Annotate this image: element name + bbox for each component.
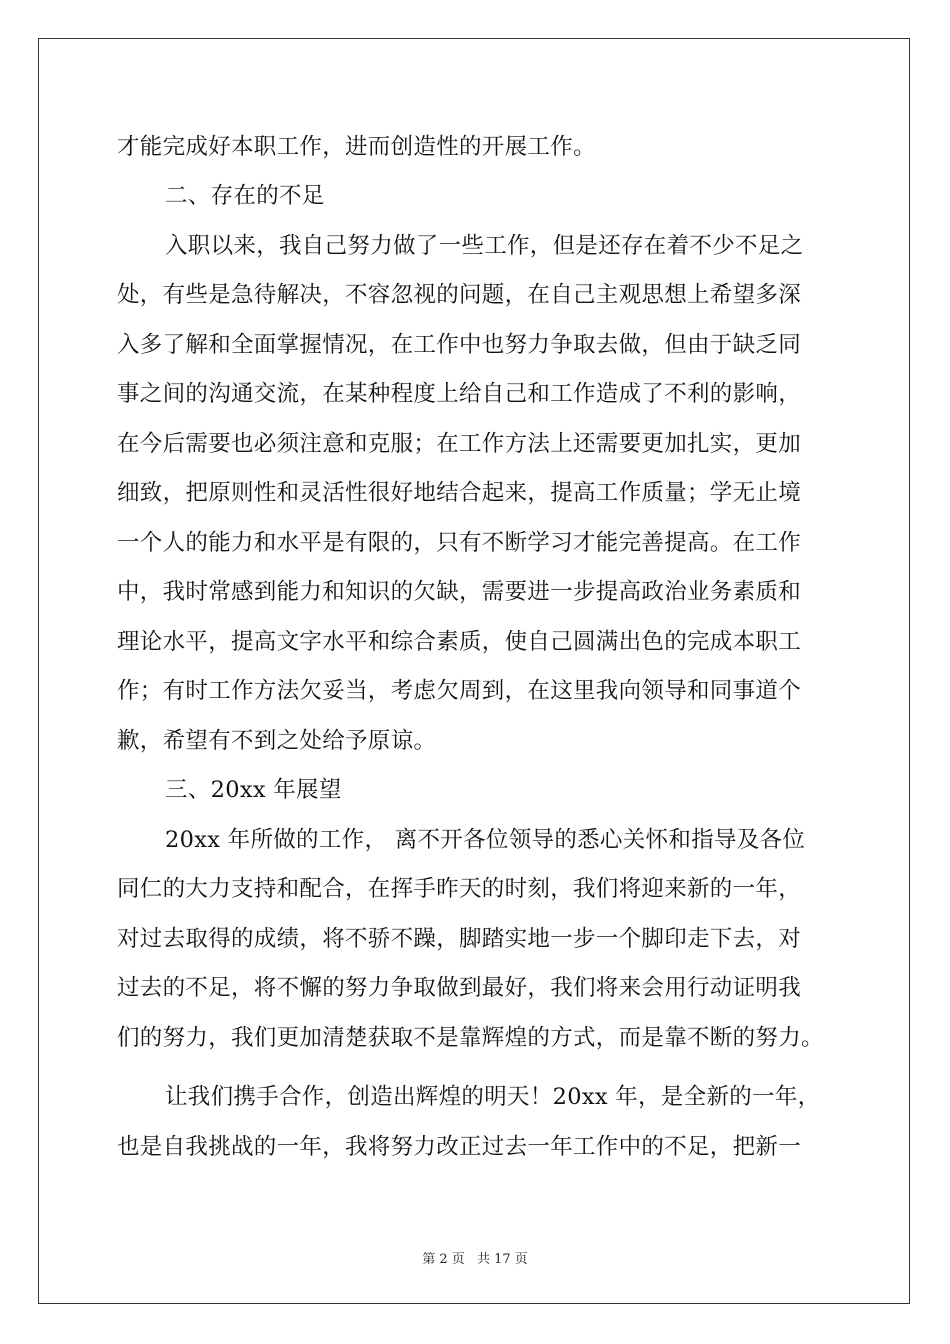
text-line: 入职以来，我自己努力做了一些工作，但是还存在着不少不足之	[165, 233, 804, 259]
text-line: 事之间的沟通交流，在某种程度上给自己和工作造成了不利的影响，	[117, 381, 802, 407]
section-heading: 三、20xx 年展望	[165, 777, 342, 803]
text-line: 一个人的能力和水平是有限的，只有不断学习才能完善提高。在工作	[117, 530, 802, 556]
text-line: 过去的不足，将不懈的努力争取做到最好，我们将来会用行动证明我	[117, 975, 802, 1001]
text-line: 也是自我挑战的一年，我将努力改正过去一年工作中的不足，把新一	[117, 1134, 802, 1160]
text-line: 20xx 年所做的工作， 离不开各位领导的悉心关怀和指导及各位	[165, 827, 806, 853]
text-line: 让我们携手合作，创造出辉煌的明天！20xx 年，是全新的一年，	[165, 1084, 821, 1110]
text-line: 对过去取得的成绩，将不骄不躁，脚踏实地一步一个脚印走下去，对	[117, 926, 802, 952]
text-line: 们的努力，我们更加清楚获取不是靠辉煌的方式，而是靠不断的努力。	[117, 1025, 824, 1051]
page-number: 第 2 页	[422, 1252, 465, 1267]
page-total: 共 17 页	[476, 1252, 528, 1267]
text-line: 理论水平，提高文字水平和综合素质，使自己圆满出色的完成本职工	[117, 629, 802, 655]
text-line: 在今后需要也必须注意和克服；在工作方法上还需要更加扎实，更加	[117, 431, 802, 457]
text-line: 细致，把原则性和灵活性很好地结合起来，提高工作质量；学无止境	[117, 480, 802, 506]
text-line: 入多了解和全面掌握情况，在工作中也努力争取去做，但由于缺乏同	[117, 332, 802, 358]
page-footer	[0, 1248, 950, 1267]
text-line: 同仁的大力支持和配合，在挥手昨天的时刻，我们将迎来新的一年，	[117, 876, 802, 902]
section-heading: 二、存在的不足	[165, 183, 325, 209]
text-line: 处，有些是急待解决，不容忽视的问题，在自己主观思想上希望多深	[117, 282, 802, 308]
text-line: 中，我时常感到能力和知识的欠缺，需要进一步提高政治业务素质和	[117, 579, 802, 605]
text-line: 歉，希望有不到之处给予原谅。	[117, 728, 437, 754]
text-line: 作；有时工作方法欠妥当，考虑欠周到，在这里我向领导和同事道个	[117, 678, 802, 704]
text-line: 才能完成好本职工作，进而创造性的开展工作。	[117, 134, 596, 160]
